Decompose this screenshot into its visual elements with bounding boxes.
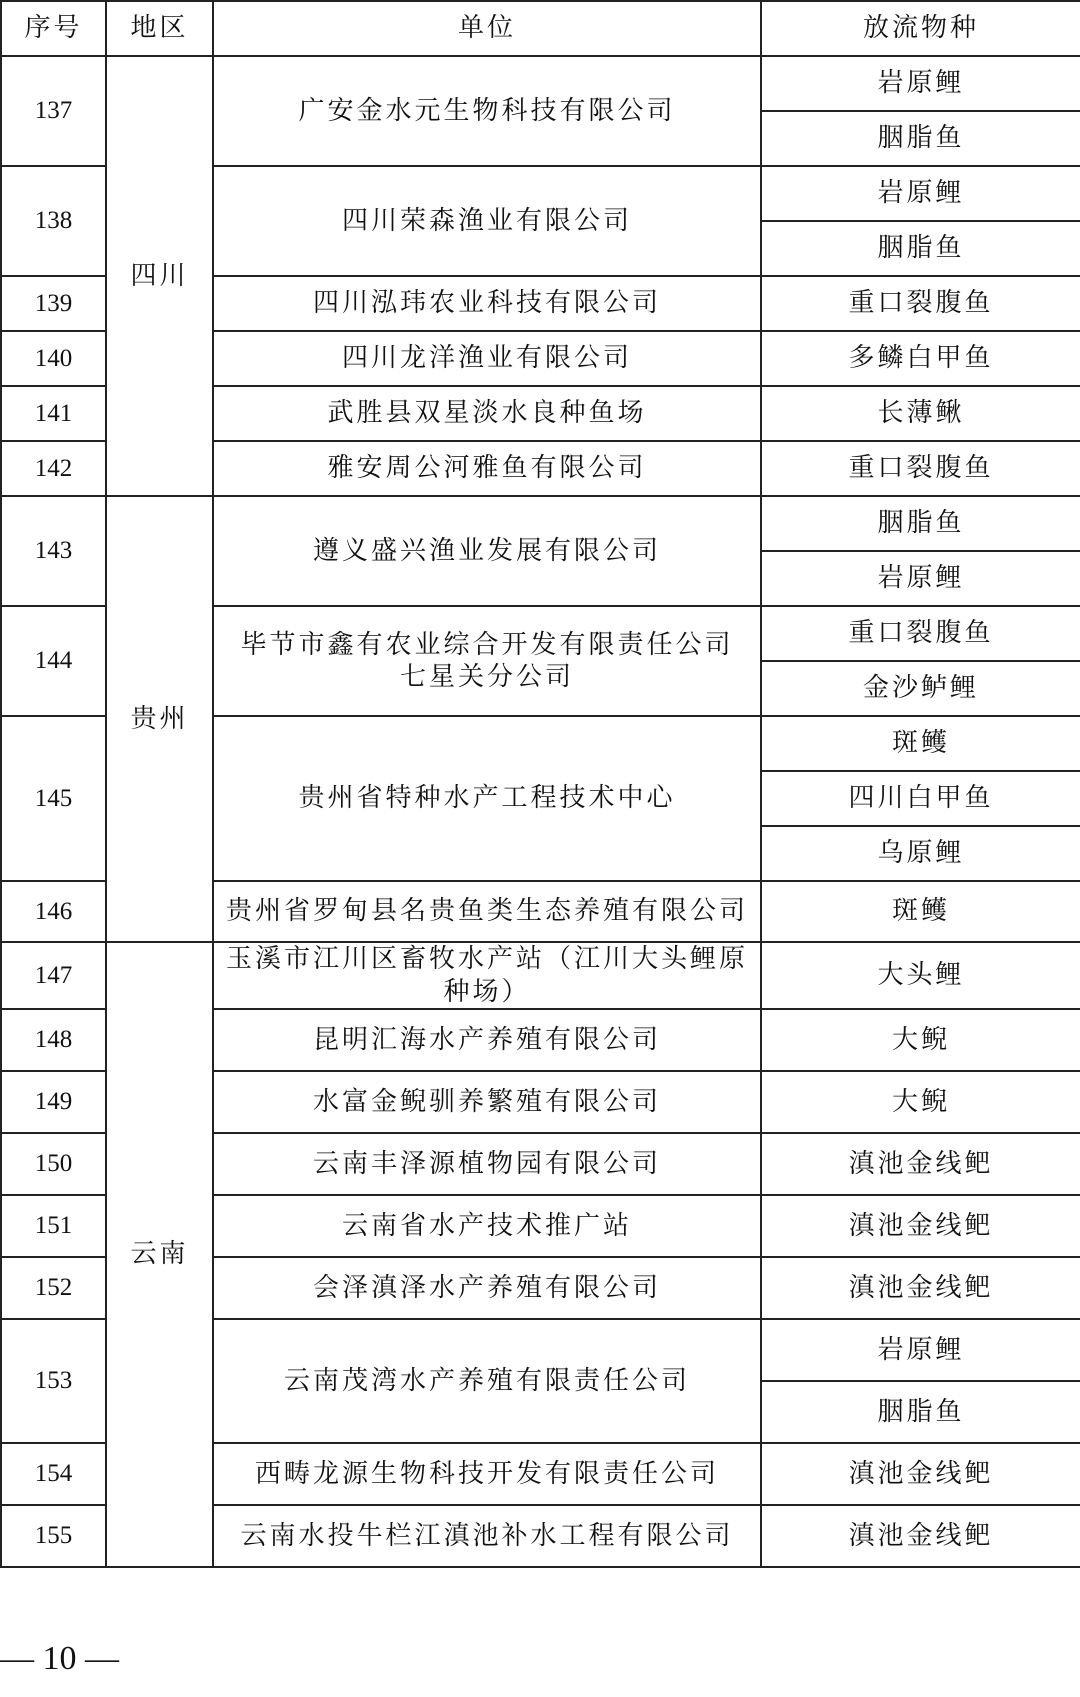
row-number: 147 (1, 942, 106, 1009)
row-number: 143 (1, 496, 106, 606)
unit-cell: 遵义盛兴渔业发展有限公司 (213, 496, 761, 606)
species-cell: 滇池金线鲃 (761, 1133, 1080, 1195)
page-number: — 10 — (0, 1640, 119, 1677)
species-cell: 重口裂腹鱼 (761, 276, 1080, 331)
row-number: 139 (1, 276, 106, 331)
species-cell: 胭脂鱼 (761, 1381, 1080, 1443)
unit-cell: 雅安周公河雅鱼有限公司 (213, 441, 761, 496)
species-cell: 四川白甲鱼 (761, 771, 1080, 826)
unit-cell: 会泽滇泽水产养殖有限公司 (213, 1257, 761, 1319)
row-number: 141 (1, 386, 106, 441)
region-cell: 云南 (106, 942, 213, 1567)
header-species: 放流物种 (761, 1, 1080, 56)
row-number: 140 (1, 331, 106, 386)
unit-cell: 贵州省特种水产工程技术中心 (213, 716, 761, 881)
species-cell: 大头鲤 (761, 942, 1080, 1009)
row-number: 152 (1, 1257, 106, 1319)
species-cell: 大鲵 (761, 1009, 1080, 1071)
header-no: 序号 (1, 1, 106, 56)
unit-cell: 云南省水产技术推广站 (213, 1195, 761, 1257)
header-region: 地区 (106, 1, 213, 56)
species-cell: 乌原鲤 (761, 826, 1080, 881)
species-cell: 岩原鲤 (761, 551, 1080, 606)
row-number: 138 (1, 166, 106, 276)
row-number: 142 (1, 441, 106, 496)
species-cell: 胭脂鱼 (761, 111, 1080, 166)
species-cell: 大鲵 (761, 1071, 1080, 1133)
header-unit: 单位 (213, 1, 761, 56)
unit-cell: 云南茂湾水产养殖有限责任公司 (213, 1319, 761, 1443)
row-number: 146 (1, 881, 106, 942)
species-cell: 金沙鲈鲤 (761, 661, 1080, 716)
row-number: 144 (1, 606, 106, 716)
unit-cell: 武胜县双星淡水良种鱼场 (213, 386, 761, 441)
row-number: 149 (1, 1071, 106, 1133)
row-number: 153 (1, 1319, 106, 1443)
species-cell: 滇池金线鲃 (761, 1443, 1080, 1505)
species-cell: 长薄鳅 (761, 386, 1080, 441)
header-row (1, 1, 1080, 56)
table-row (1, 56, 1080, 111)
row-number: 137 (1, 56, 106, 166)
row-number: 148 (1, 1009, 106, 1071)
region-cell: 贵州 (106, 496, 213, 942)
unit-cell: 昆明汇海水产养殖有限公司 (213, 1009, 761, 1071)
unit-cell: 水富金鲵驯养繁殖有限公司 (213, 1071, 761, 1133)
species-cell: 岩原鲤 (761, 56, 1080, 111)
unit-cell: 四川龙洋渔业有限公司 (213, 331, 761, 386)
unit-cell: 云南丰泽源植物园有限公司 (213, 1133, 761, 1195)
species-cell: 重口裂腹鱼 (761, 606, 1080, 661)
species-cell: 滇池金线鲃 (761, 1257, 1080, 1319)
unit-cell: 西畴龙源生物科技开发有限责任公司 (213, 1443, 761, 1505)
unit-cell: 玉溪市江川区畜牧水产站（江川大头鲤原种场） (213, 942, 761, 1009)
row-number: 154 (1, 1443, 106, 1505)
species-cell: 多鳞白甲鱼 (761, 331, 1080, 386)
species-cell: 岩原鲤 (761, 1319, 1080, 1381)
species-cell: 滇池金线鲃 (761, 1195, 1080, 1257)
species-cell: 重口裂腹鱼 (761, 441, 1080, 496)
table-row (1, 942, 1080, 1009)
species-cell: 斑鳠 (761, 881, 1080, 942)
row-number: 150 (1, 1133, 106, 1195)
table-row (1, 496, 1080, 551)
species-cell: 胭脂鱼 (761, 221, 1080, 276)
species-cell: 胭脂鱼 (761, 496, 1080, 551)
region-cell: 四川 (106, 56, 213, 496)
species-cell: 斑鳠 (761, 716, 1080, 771)
row-number: 151 (1, 1195, 106, 1257)
unit-cell: 四川荣森渔业有限公司 (213, 166, 761, 276)
row-number: 155 (1, 1505, 106, 1567)
unit-cell: 毕节市鑫有农业综合开发有限责任公司七星关分公司 (213, 606, 761, 716)
row-number: 145 (1, 716, 106, 881)
unit-cell: 广安金水元生物科技有限公司 (213, 56, 761, 166)
species-cell: 岩原鲤 (761, 166, 1080, 221)
species-cell: 滇池金线鲃 (761, 1505, 1080, 1567)
unit-cell: 贵州省罗甸县名贵鱼类生态养殖有限公司 (213, 881, 761, 942)
unit-cell: 四川泓玮农业科技有限公司 (213, 276, 761, 331)
unit-cell: 云南水投牛栏江滇池补水工程有限公司 (213, 1505, 761, 1567)
